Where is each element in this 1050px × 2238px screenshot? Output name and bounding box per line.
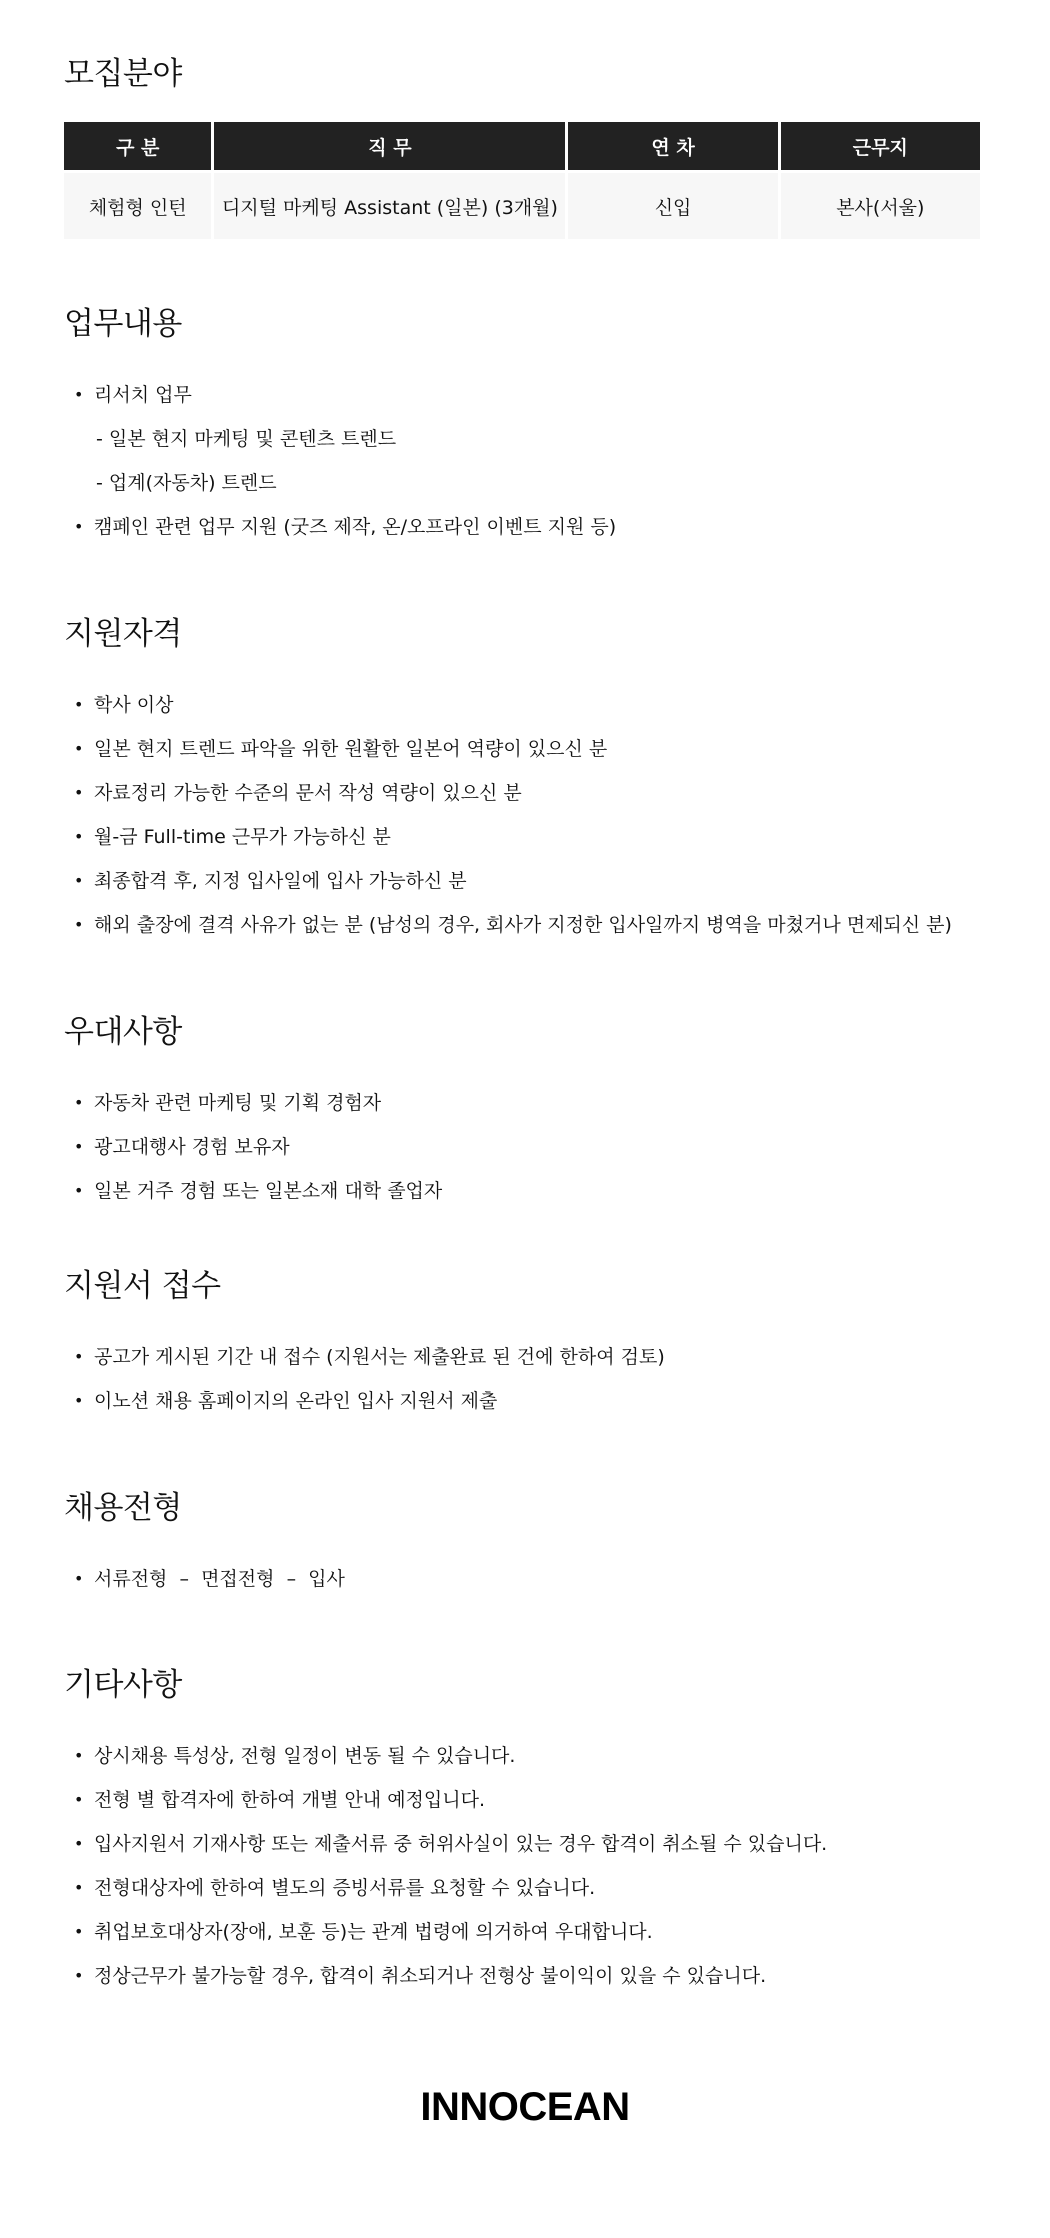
recruit-table-header-row (64, 122, 980, 170)
preferences-list (64, 1081, 986, 1213)
section-application (64, 1260, 986, 1423)
list-item: • 일본 현지 트렌드 파악을 위한 원활한 일본어 역량이 있으신 분 (64, 727, 986, 771)
table-row (64, 170, 980, 239)
process-list (64, 1557, 986, 1601)
list-item: • 최종합격 후, 지정 입사일에 입사 가능하신 분 (64, 859, 986, 903)
section-title-preferences: 우대사항 (64, 1014, 182, 1050)
list-item: • 월-금 Full-time 근무가 가능하신 분 (64, 815, 986, 859)
list-item: - 업계(자동차) 트렌드 (96, 472, 277, 494)
cell-experience: 신입 (568, 170, 777, 239)
section-title-etc: 기타사항 (64, 1667, 182, 1703)
section-title-process: 채용전형 (64, 1490, 182, 1526)
cell-location: 본사(서울) (781, 170, 980, 239)
header-experience: 연 차 (568, 122, 777, 170)
section-etc (64, 1659, 986, 1998)
header-job: 직 무 (214, 122, 565, 170)
section-title-duties: 업무내용 (64, 306, 182, 342)
section-title-qualifications: 지원자격 (64, 616, 182, 652)
list-item: • 취업보호대상자(장애, 보훈 등)는 관계 법령에 의거하여 우대합니다. (64, 1910, 986, 1954)
list-item: • 전형대상자에 한하여 별도의 증빙서류를 요청할 수 있습니다. (64, 1866, 986, 1910)
section-process (64, 1482, 986, 1601)
list-item: • 리서치 업무 (64, 373, 986, 417)
duties-list (64, 373, 986, 549)
list-item: • 입사지원서 기재사항 또는 제출서류 중 허위사실이 있는 경우 합격이 취소될 수 있습니다. (64, 1822, 986, 1866)
innocean-logo: INNOCEAN (420, 2085, 630, 2129)
list-item: • 자동차 관련 마케팅 및 기획 경험자 (64, 1081, 986, 1125)
cell-category: 체험형 인턴 (64, 170, 211, 239)
application-list (64, 1335, 986, 1423)
list-item: • 광고대행사 경험 보유자 (64, 1125, 986, 1169)
list-item: • 일본 거주 경험 또는 일본소재 대학 졸업자 (64, 1169, 986, 1213)
list-item: • 이노션 채용 홈페이지의 온라인 입사 지원서 제출 (64, 1379, 986, 1423)
qualifications-list (64, 683, 986, 947)
list-item: • 서류전형 – 면접전형 – 입사 (64, 1557, 986, 1601)
section-title-recruit: 모집분야 (64, 56, 182, 92)
header-category: 구 분 (64, 122, 211, 170)
list-item: • 공고가 게시된 기간 내 접수 (지원서는 제출완료 된 건에 한하여 검토) (64, 1335, 986, 1379)
list-item: • 자료정리 가능한 수준의 문서 작성 역량이 있으신 분 (64, 771, 986, 815)
header-location: 근무지 (781, 122, 980, 170)
recruit-table (61, 122, 983, 239)
list-item: • 전형 별 합격자에 한하여 개별 안내 예정입니다. (64, 1778, 986, 1822)
list-item: • 학사 이상 (64, 683, 986, 727)
list-item: • 상시채용 특성상, 전형 일정이 변동 될 수 있습니다. (64, 1734, 986, 1778)
list-item: • 해외 출장에 결격 사유가 없는 분 (남성의 경우, 회사가 지정한 입사일까지 병역을 마쳤거나 면제되신 분) (64, 903, 986, 947)
list-item: - 일본 현지 마케팅 및 콘텐츠 트렌드 (96, 428, 397, 450)
etc-list (64, 1734, 986, 1998)
list-item: • 정상근무가 불가능할 경우, 합격이 취소되거나 전형상 불이익이 있을 수 있습니다. (64, 1954, 986, 1998)
list-item: • 캠페인 관련 업무 지원 (굿즈 제작, 온/오프라인 이벤트 지원 등) (64, 505, 986, 549)
section-duties (64, 298, 986, 549)
section-title-application: 지원서 접수 (64, 1268, 221, 1304)
section-preferences (64, 1006, 986, 1213)
section-qualifications (64, 608, 986, 947)
cell-job: 디지털 마케팅 Assistant (일본) (3개월) (214, 170, 565, 239)
